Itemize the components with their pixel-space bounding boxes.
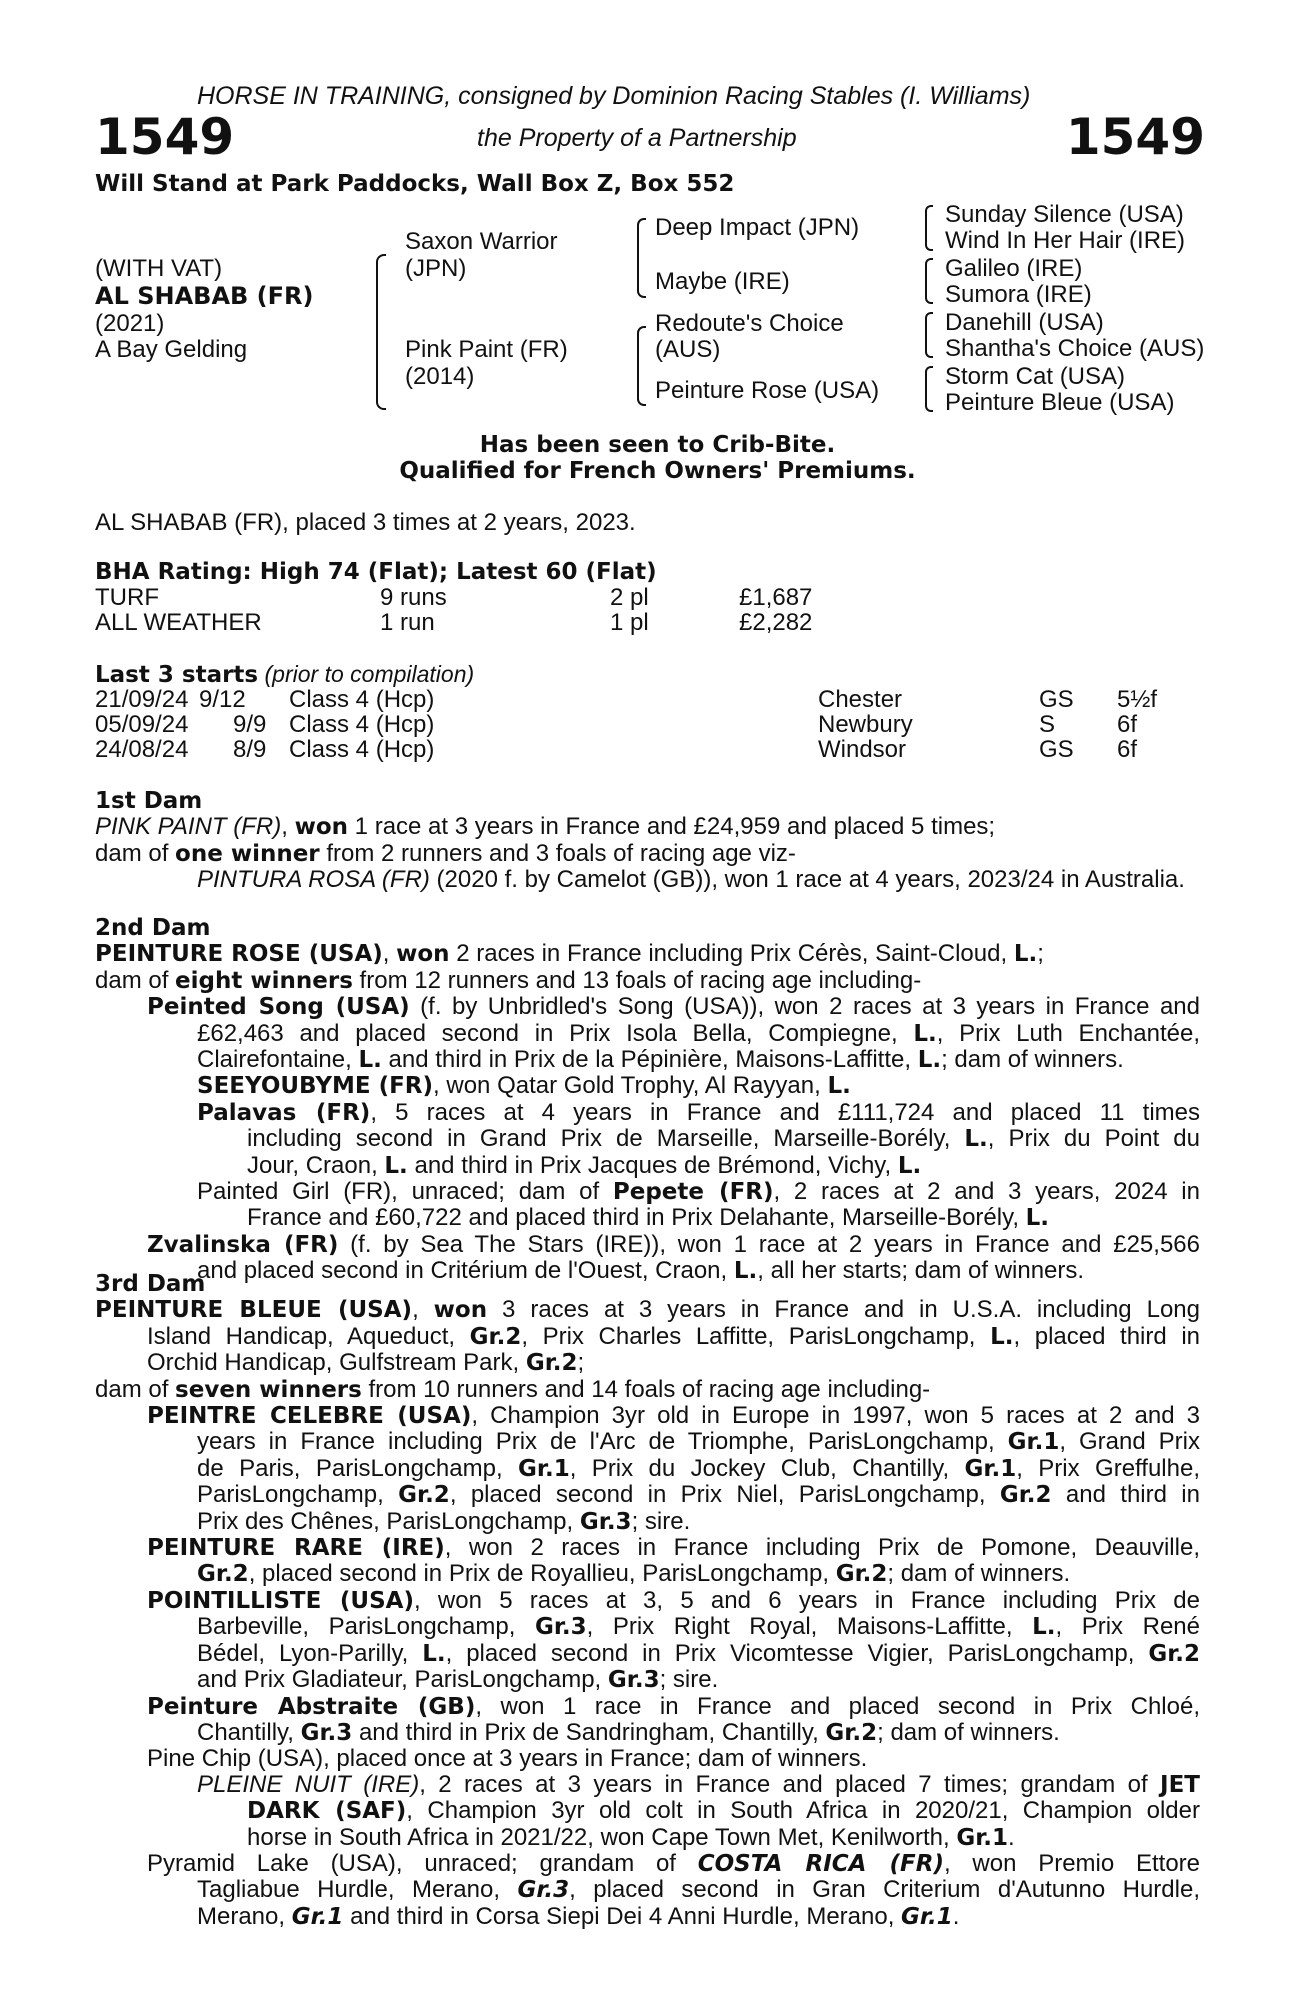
start-date: 21/09/24 — [95, 686, 189, 713]
third-dam-line: Island Handicap, Aqueduct, Gr.2, Prix Charles Laffitte, ParisLongchamp, L., placed third in — [147, 1322, 1201, 1350]
second-dam-line: Peinted Song (USA) (f. by Unbridled's Song (USA)), won 2 races at 3 years in France and — [147, 993, 1200, 1021]
rating-placed: 1 pl — [610, 609, 649, 636]
sire-sire: Deep Impact (JPN) — [655, 214, 860, 241]
rating-placed: 2 pl — [610, 584, 649, 611]
dam-sire: Redoute's Choice — [655, 310, 844, 337]
brace-g3-3 — [925, 312, 933, 358]
rating-runs: 9 runs — [380, 584, 447, 611]
first-dam-heading: 1st Dam — [95, 788, 203, 814]
third-dam-line: horse in South Africa in 2021/22, won Cape Town Met, Kenilworth, Gr.1. — [247, 1823, 1015, 1851]
rating-runs: 1 run — [380, 609, 435, 636]
third-dam-line: Pyramid Lake (USA), unraced; grandam of COSTA RICA (FR), won Premio Ettore — [147, 1849, 1201, 1877]
start-race: Class 4 (Hcp) — [289, 736, 435, 763]
horse-year: (2021) — [95, 310, 165, 337]
first-dam-line: PINTURA ROSA (FR) (2020 f. by Camelot (GB)), won 1 race at 4 years, 2023/24 in Australia. — [197, 866, 1185, 894]
second-dam-line: Clairefontaine, L. and third in Prix de la Pépinière, Maisons-Laffitte, L.; dam of winners. — [197, 1046, 1124, 1074]
third-dam-line: Tagliabue Hurdle, Merano, Gr.3, placed second in Gran Criterium d'Autunno Hurdle, — [197, 1876, 1200, 1904]
dam-name: Pink Paint (FR) — [405, 336, 568, 363]
third-dam-line: Orchid Handicap, Gulfstream Park, Gr.2; — [147, 1349, 585, 1377]
third-dam-line: Prix des Chênes, ParisLongchamp, Gr.3; sire. — [197, 1507, 691, 1535]
start-course: Chester — [818, 686, 903, 713]
second-dam-line: dam of eight winners from 12 runners and 13 foals of racing age including- — [95, 966, 922, 994]
third-dam-line: PLEINE NUIT (IRE), 2 races at 3 years in France and placed 7 times; grandam of JET — [197, 1770, 1200, 1798]
note-crib-bite: Has been seen to Crib-Bite. — [479, 432, 836, 458]
start-course: Newbury — [818, 711, 913, 738]
horse-description: A Bay Gelding — [95, 336, 248, 363]
start-date: 05/09/24 — [95, 711, 189, 738]
first-dam-line: PINK PAINT (FR), won 1 race at 3 years in France and £24,959 and placed 5 times; — [95, 813, 996, 841]
start-distance: 6f — [1117, 736, 1138, 763]
third-dam-line: ParisLongchamp, Gr.2, placed second in Prix Niel, ParisLongchamp, Gr.2 and third in — [197, 1481, 1200, 1509]
second-dam-line: France and £60,722 and placed third in Prix Delahante, Marseille-Borély, L. — [247, 1204, 1050, 1232]
start-position: 9/12 — [199, 686, 246, 713]
start-going: GS — [1039, 736, 1074, 763]
start-distance: 6f — [1117, 711, 1138, 738]
start-going: GS — [1039, 686, 1074, 713]
g3-7: Storm Cat (USA) — [945, 363, 1126, 390]
last-starts-subtitle: (prior to compilation) — [264, 661, 475, 687]
third-dam-section — [95, 1272, 1200, 1930]
third-dam-line: Barbeville, ParisLongchamp, Gr.3, Prix Right Royal, Maisons-Laffitte, L., Prix René — [197, 1613, 1200, 1641]
start-race: Class 4 (Hcp) — [289, 686, 435, 713]
brace-sire-line — [637, 218, 646, 298]
brace-g3-4 — [925, 366, 933, 412]
g3-8: Peinture Bleue (USA) — [945, 389, 1175, 416]
start-position: 8/9 — [233, 736, 267, 763]
brace-g3-2 — [925, 258, 933, 304]
g3-3: Galileo (IRE) — [945, 255, 1083, 282]
second-dam-heading: 2nd Dam — [95, 915, 211, 941]
rating-prize: £2,282 — [739, 609, 813, 636]
third-dam-line: Gr.2, placed second in Prix de Royallieu, ParisLongchamp, Gr.2; dam of winners. — [197, 1560, 1071, 1588]
rating-surface: TURF — [95, 584, 159, 611]
third-dam-heading: 3rd Dam — [95, 1271, 206, 1297]
first-dam-line: dam of one winner from 2 runners and 3 foals of racing age viz- — [95, 839, 796, 867]
third-dam-line: DARK (SAF), Champion 3yr old colt in South Africa in 2020/21, Champion older — [247, 1797, 1200, 1825]
start-race: Class 4 (Hcp) — [289, 711, 435, 738]
second-dam-line: Jour, Craon, L. and third in Prix Jacques de Brémond, Vichy, L. — [247, 1151, 922, 1179]
last-starts-heading — [95, 661, 474, 688]
g3-5: Danehill (USA) — [945, 309, 1104, 336]
second-dam-section — [95, 916, 1200, 1285]
sire-dam: Maybe (IRE) — [655, 268, 790, 295]
third-dam-line: PEINTURE RARE (IRE), won 2 races in France including Prix de Pomone, Deauville, — [147, 1534, 1200, 1562]
second-dam-line: Zvalinska (FR) (f. by Sea The Stars (IRE)), won 1 race at 2 years in France and £25,566 — [147, 1230, 1200, 1258]
start-date: 24/08/24 — [95, 736, 189, 763]
start-course: Windsor — [818, 736, 907, 763]
sire-name: Saxon Warrior — [405, 228, 558, 255]
sire-country: (JPN) — [405, 255, 467, 282]
bha-rating: BHA Rating: High 74 (Flat); Latest 60 (Flat) — [95, 559, 657, 585]
consignor-line: HORSE IN TRAINING, consigned by Dominion Racing Stables (I. Williams) — [197, 82, 1031, 110]
third-dam-line: de Paris, ParisLongchamp, Gr.1, Prix du Jockey Club, Chantilly, Gr.1, Prix Greffulhe, — [197, 1454, 1200, 1482]
brace-dam-line — [637, 326, 646, 406]
start-going: S — [1039, 711, 1056, 738]
third-dam-line: Merano, Gr.1 and third in Corsa Siepi Dei 4 Anni Hurdle, Merano, Gr.1. — [197, 1902, 960, 1930]
dam-sire-country: (AUS) — [655, 336, 721, 363]
last-starts-title: Last 3 starts — [95, 662, 259, 688]
second-dam-line: including second in Grand Prix de Marseille, Marseille-Borély, L., Prix du Point du — [247, 1125, 1201, 1153]
lot-number-right: 1549 — [1065, 108, 1205, 166]
third-dam-line: Pine Chip (USA), placed once at 3 years in France; dam of winners. — [147, 1745, 868, 1773]
second-dam-line: SEEYOUBYME (FR), won Qatar Gold Trophy, Al Rayyan, L. — [197, 1072, 851, 1100]
g3-4: Sumora (IRE) — [945, 281, 1092, 308]
start-distance: 5½f — [1117, 686, 1158, 713]
brace-g3-1 — [925, 205, 933, 251]
second-dam-line: PEINTURE ROSE (USA), won 2 races in France including Prix Cérès, Saint-Cloud, L.; — [95, 940, 1044, 968]
dam-dam: Peinture Rose (USA) — [655, 377, 880, 404]
property-line: the Property of a Partnership — [477, 124, 797, 152]
first-dam-section — [95, 789, 1200, 893]
race-summary: AL SHABAB (FR), placed 3 times at 2 years, 2023. — [95, 509, 636, 536]
third-dam-line: dam of seven winners from 10 runners and 14 foals of racing age including- — [95, 1375, 931, 1403]
second-dam-line: £62,463 and placed second in Prix Isola Bella, Compiegne, L., Prix Luth Enchantée, — [197, 1019, 1200, 1047]
dam-year: (2014) — [405, 363, 475, 390]
vat-note: (WITH VAT) — [95, 255, 223, 282]
g3-1: Sunday Silence (USA) — [945, 201, 1184, 228]
second-dam-line: and placed second in Critérium de l'Ouest, Craon, L., all her starts; dam of winners. — [197, 1257, 1085, 1285]
third-dam-line: and Prix Gladiateur, ParisLongchamp, Gr.3; sire. — [197, 1666, 719, 1694]
start-position: 9/9 — [233, 711, 267, 738]
stand-location: Will Stand at Park Paddocks, Wall Box Z, Box 552 — [95, 171, 735, 197]
second-dam-line: Painted Girl (FR), unraced; dam of Pepete (FR), 2 races at 2 and 3 years, 2024 in — [197, 1178, 1200, 1206]
third-dam-line: Bédel, Lyon-Parilly, L., placed second in Prix Vicomtesse Vigier, ParisLongchamp, Gr.2 — [197, 1639, 1200, 1667]
rating-surface: ALL WEATHER — [95, 609, 262, 636]
pedigree-brace-main — [376, 254, 386, 410]
horse-name: AL SHABAB (FR) — [95, 282, 314, 310]
second-dam-line: Palavas (FR), 5 races at 4 years in France and £111,724 and placed 11 times — [197, 1098, 1200, 1126]
note-french-premiums: Qualified for French Owners' Premiums. — [399, 458, 916, 484]
third-dam-line: Peinture Abstraite (GB), won 1 race in France and placed second in Prix Chloé, — [147, 1692, 1200, 1720]
g3-6: Shantha's Choice (AUS) — [945, 335, 1205, 362]
g3-2: Wind In Her Hair (IRE) — [945, 227, 1186, 254]
lot-number-left: 1549 — [95, 108, 235, 166]
third-dam-line: PEINTURE BLEUE (USA), won 3 races at 3 years in France and in U.S.A. including Long — [95, 1296, 1200, 1324]
rating-prize: £1,687 — [739, 584, 813, 611]
third-dam-line: PEINTRE CELEBRE (USA), Champion 3yr old in Europe in 1997, won 5 races at 2 and 3 — [147, 1402, 1201, 1430]
third-dam-line: years in France including Prix de l'Arc de Triomphe, ParisLongchamp, Gr.1, Grand Prix — [197, 1428, 1200, 1456]
third-dam-line: Chantilly, Gr.3 and third in Prix de Sandringham, Chantilly, Gr.2; dam of winners. — [197, 1718, 1060, 1746]
third-dam-line: POINTILLISTE (USA), won 5 races at 3, 5 and 6 years in France including Prix de — [147, 1586, 1200, 1614]
